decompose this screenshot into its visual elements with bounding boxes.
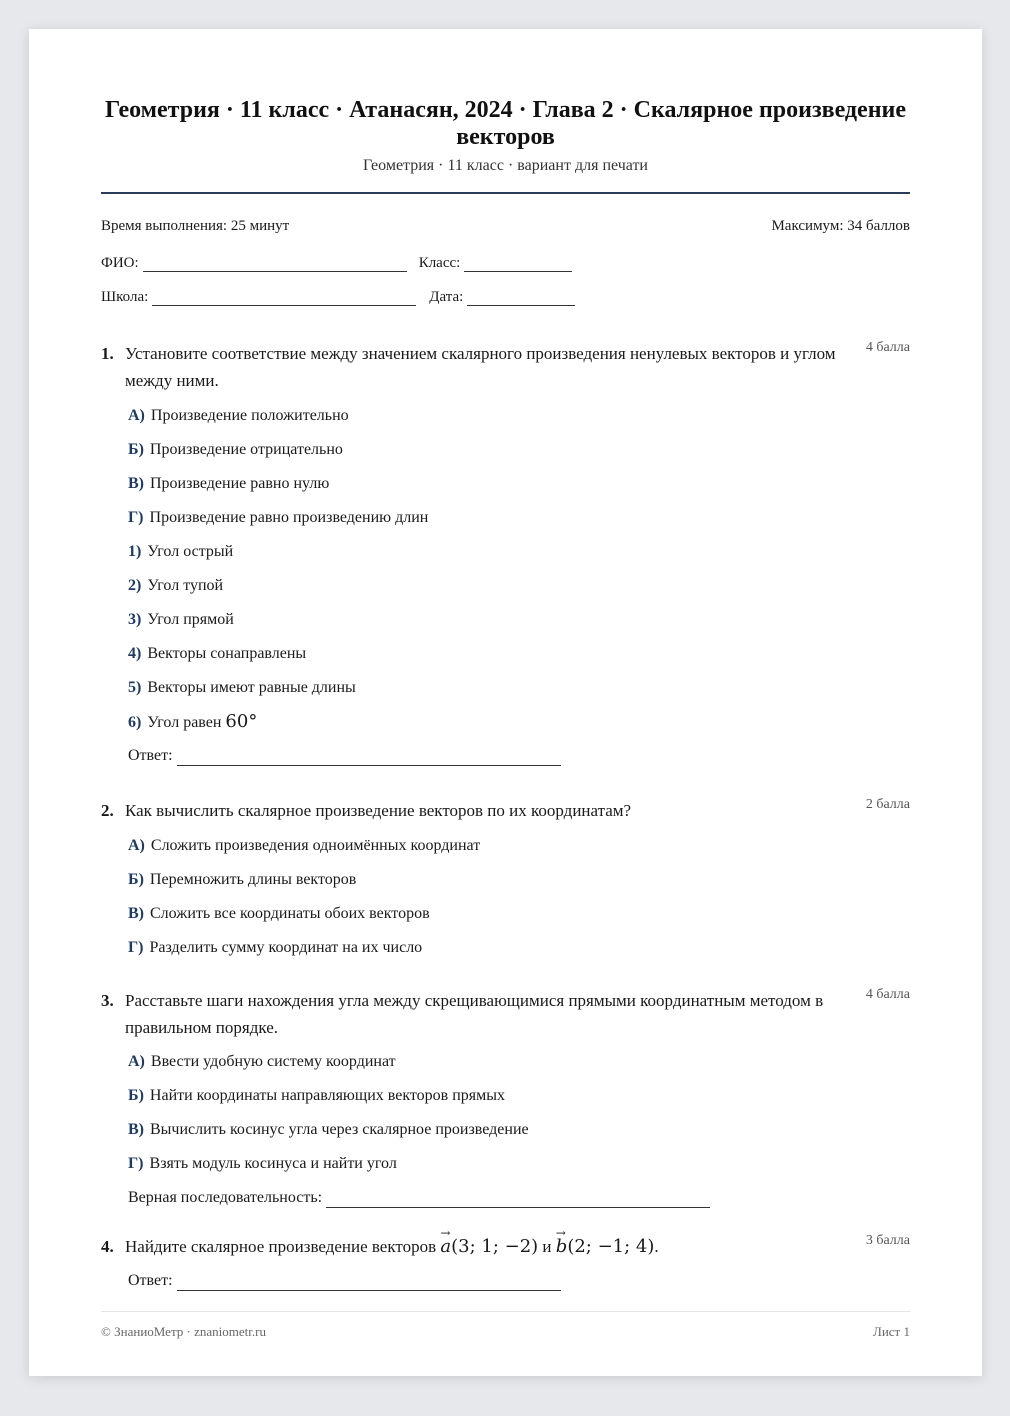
task-number: 2. [101,801,114,820]
task-points: 4 балла [865,340,910,355]
answer-label: Верная последовательность: [128,1189,323,1206]
max-score: Максимум: 34 баллов [771,218,910,234]
page-number: Лист 1 [873,1324,910,1339]
option-item: В) Вычислить косинус угла через скалярное произведение [128,1121,529,1138]
option-list [128,829,910,965]
page-footer [101,1311,910,1340]
vector-a: → a [440,1233,451,1260]
worksheet-page [29,29,982,1376]
option-item: Б) Произведение отрицательно [128,441,343,458]
option-item: 5) Векторы имеют равные длины [128,679,356,696]
task-1 [101,340,910,773]
task-points: 2 балла [865,797,910,812]
task-text: Установите соответствие между значением скалярного произведения ненулевых векторов и углом между ними. [125,344,836,390]
option-item: В) Сложить все координаты обоих векторов [128,905,430,922]
answer-row [128,1264,910,1298]
fio-field[interactable] [143,257,407,272]
option-item: А) Произведение положительно [128,407,349,424]
date-field[interactable] [467,291,575,306]
task-text: Расставьте шаги нахождения угла между скрещивающимися прямыми координатным методом в правильном порядке. [125,991,824,1037]
answer-row [128,1181,910,1215]
task-number: 1. [101,344,114,363]
page-title: Геометрия · 11 класс · Атанасян, 2024 · Глава 2 · Скалярное произведение векторов [105,97,906,150]
fio-label: ФИО: [101,255,139,271]
answer-row [128,739,910,773]
answer-field[interactable] [177,747,561,766]
task-number: 3. [101,991,114,1010]
footer-copyright: © ЗнаниоМетр · znaniometr.ru [101,1324,266,1339]
answer-label: Ответ: [128,1272,173,1289]
option-item: В) Произведение равно нулю [128,475,330,492]
option-item: Г) Произведение равно произведению длин [128,509,429,526]
fio-row [101,252,910,272]
date-label: Дата: [429,289,464,305]
option-list [128,399,910,739]
meta-row [101,218,910,238]
answer-label: Ответ: [128,747,173,764]
option-item: 1) Угол острый [128,543,234,560]
task-text: Как вычислить скалярное произведение векторов по их координатам? [125,801,632,820]
time-limit: Время выполнения: 25 минут [101,218,290,234]
task-4 [101,1233,910,1298]
task-text: Найдите скалярное произведение векторов → a(3; 1; −2) и → b(2; −1; 4). [125,1233,910,1260]
vector-b-coords: (2; −1; 4) [567,1236,655,1257]
option-item: 3) Угол прямой [128,611,234,628]
option-item: Б) Найти координаты направляющих векторов прямых [128,1087,506,1104]
school-field[interactable] [152,291,416,306]
option-item: 2) Угол тупой [128,577,224,594]
task-number: 4. [101,1237,114,1256]
title-divider [101,192,910,194]
page-subtitle: Геометрия · 11 класс · вариант для печати [363,157,648,174]
option-item: Б) Перемножить длины векторов [128,871,357,888]
school-label: Школа: [101,289,149,305]
answer-field[interactable] [177,1272,561,1291]
class-field[interactable] [464,257,572,272]
option-item: 4) Векторы сонаправлены [128,645,307,662]
task-2 [101,797,910,965]
option-item: А) Ввести удобную систему координат [128,1053,396,1070]
option-item: Г) Взять модуль косинуса и найти угол [128,1155,397,1172]
class-label: Класс: [418,255,461,271]
sequence-field[interactable] [326,1189,710,1208]
school-row [101,286,910,306]
task-3 [101,987,910,1215]
option-item: Г) Разделить сумму координат на их число [128,939,423,956]
option-item: А) Сложить произведения одноимённых координат [128,837,481,854]
vector-a-coords: (3; 1; −2) [451,1236,539,1257]
option-list [128,1045,910,1181]
task-points: 3 балла [865,1233,910,1248]
vector-b: → b [556,1233,568,1260]
task-points: 4 балла [865,987,910,1002]
angle-value: 60° [225,711,258,732]
option-item: 6) Угол равен 60° [128,711,258,732]
